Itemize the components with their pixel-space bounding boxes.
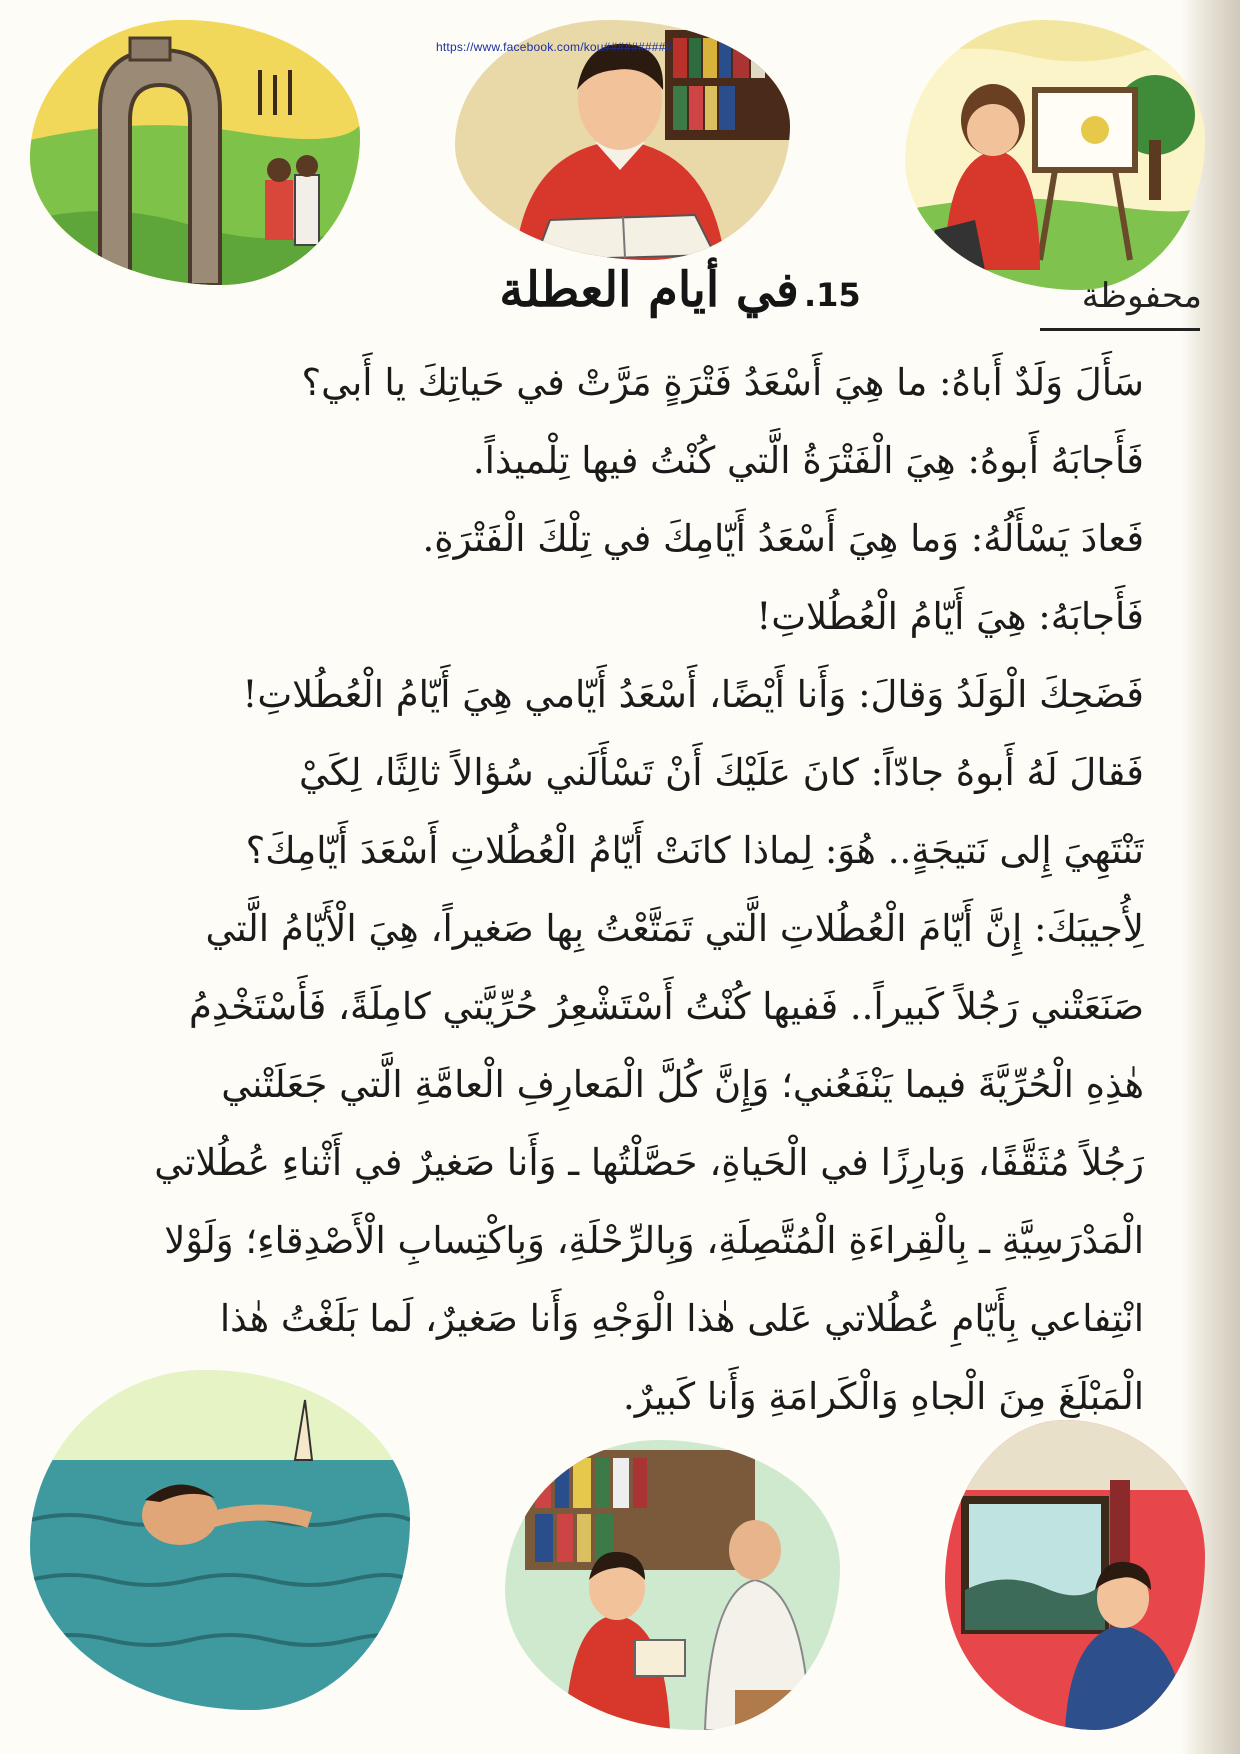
story-line: لِأُجيبَكَ: إِنَّ أَيّامَ الْعُطُلاتِ الَّتي تَمَتَّعْتُ بِها صَغيراً، هِيَ الْأَيّامُ الَّتي <box>205 907 1144 950</box>
source-link[interactable]: https://www.facebook.com/kou########## <box>436 40 673 54</box>
section-label: محفوظة <box>1081 276 1202 316</box>
story-line: انْتِفاعي بِأَيّامِ عُطُلاتي عَلى هٰذا الْوَجْهِ وَأَنا صَغيرٌ، لَما بَلَغْتُ هٰذا <box>219 1297 1144 1340</box>
story-line: الْمَدْرَسِيَّةِ ـ بِالْقِراءَةِ الْمُتَّصِلَةِ، وَبِالرِّحْلَةِ، وَبِاكْتِسابِ الْأَصْدِقاءِ؛ وَلَوْلا <box>164 1219 1144 1262</box>
illustration-ruins <box>30 20 360 285</box>
illustration-train-boy <box>945 1420 1205 1730</box>
story-line: هٰذِهِ الْحُرِّيَّةَ فيما يَنْفَعُني؛ وَإِنَّ كُلَّ الْمَعارِفِ الْعامَّةِ الَّتي جَعَلَتْني <box>221 1063 1144 1106</box>
section-label-underline <box>1040 328 1200 331</box>
story-line: فَأَجابَهُ أَبوهُ: هِيَ الْفَتْرَةُ الَّتي كُنْتُ فيها تِلْميذاً. <box>472 439 1144 482</box>
lesson-number: 15. <box>803 276 861 314</box>
illustration-painting-boy <box>905 20 1205 290</box>
story-line: فَعادَ يَسْأَلُهُ: وَما هِيَ أَسْعَدُ أَيّامِكَ في تِلْكَ الْفَتْرَةِ. <box>422 517 1144 560</box>
story-line: فَأَجابَهُ: هِيَ أَيّامُ الْعُطُلاتِ! <box>756 595 1144 638</box>
page-binding-shadow <box>1180 0 1240 1754</box>
story-line: تَنْتَهِيَ إِلى نَتيجَةٍ.. هُوَ: لِماذا كانَتْ أَيّامُ الْعُطُلاتِ أَسْعَدَ أَيّامِكَ؟ <box>245 829 1144 872</box>
lesson-title <box>420 262 940 318</box>
story-line: فَقالَ لَهُ أَبوهُ جادّاً: كانَ عَلَيْكَ أَنْ تَسْأَلَني سُؤالاً ثالِثًا، لِكَيْ <box>298 751 1144 794</box>
illustration-swimming-boy <box>30 1370 410 1710</box>
illustration-reading-boy <box>455 20 790 260</box>
story-text <box>124 344 1144 1436</box>
story-line: سَأَلَ وَلَدٌ أَباهُ: ما هِيَ أَسْعَدُ فَتْرَةٍ مَرَّتْ في حَياتِكَ يا أَبي؟ <box>301 361 1144 404</box>
story-line: رَجُلاً مُثَقَّفًا، وَبارِزًا في الْحَياةِ، حَصَّلْتُها ـ وَأَنا صَغيرٌ في أَثْناءِ عُطُلاتي <box>154 1141 1144 1184</box>
story-line: صَنَعَتْني رَجُلاً كَبيراً.. فَفيها كُنْتُ أَسْتَشْعِرُ حُرِّيَّتي كامِلَةً، فَأَسْتَخْدِمُ <box>188 985 1144 1028</box>
illustration-library-boy <box>505 1440 840 1730</box>
story-line: الْمَبْلَغَ مِنَ الْجاهِ وَالْكَرامَةِ وَأَنا كَبيرٌ. <box>623 1375 1144 1418</box>
story-line: فَضَحِكَ الْوَلَدُ وَقالَ: وَأَنا أَيْضًا، أَسْعَدُ أَيّامي هِيَ أَيّامُ الْعُطُلاتِ! <box>242 673 1144 716</box>
lesson-name: في أيام العطلة <box>499 262 799 318</box>
